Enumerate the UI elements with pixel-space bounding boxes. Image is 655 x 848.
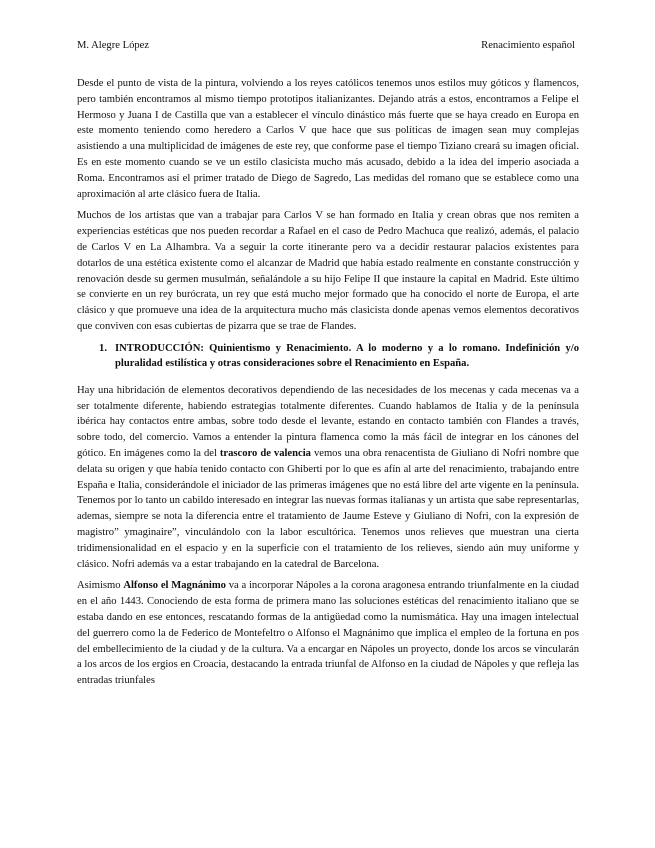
header-running-title: Renacimiento español: [481, 40, 575, 51]
paragraph-4-bold-term: Alfonso el Magnánimo: [123, 580, 226, 592]
paragraph-3-part-1: Hay una hibridación de elementos decorativos dependiendo de las necesidades de los mecenas y cada mecenas va a ser totalmente diferente, habiendo estrategias totalmente diferentes. Cuando hablamos de Italia y de la península ibérica hay contactos entre ambas, sobre todo desde el levante, estando en contacto también con Flandes a través, sobre todo, del comercio. Vamos a entender la pintura flamenca como la más fácil de integrar en los cánones del gótico. En imágenes como la del: [77, 384, 579, 459]
paragraph-4-part-1: Asimismo: [77, 580, 124, 592]
paragraph-1: Desde el punto de vista de la pintura, volviendo a los reyes católicos tenemos unos estilos muy góticos y flamencos, pero también encontramos al mismo tiempo prototipos italianizantes. Dejando atrás a estos, encontramos a Felipe el Hermoso y Juana I de Castilla que van a establecer el vínculo dinástico más fuerte que se haya creado en Europa en este momento teniendo como heredero a Carlos V que hace que sus políticas de imagen sean muy complejas asistiendo a una multiplicidad de imágenes de este rey, que conforme pase el tiempo Tiziano creará su imagen oficial. Es en este momento cuando se ve un estilo clasicista mucho más acusado, debido a la idea del imperio asociada a Roma. Encontramos así el primer tratado de Diego de Sagredo, Las medidas del romano que se establece como una aproximación al arte clásico fuera de Italia.: [77, 78, 579, 200]
header-author: M. Alegre López: [77, 40, 150, 51]
document-body: [77, 76, 579, 695]
section-number: 1.: [99, 342, 107, 354]
paragraph-3-bold-term: trascoro de valencia: [219, 447, 311, 459]
paragraph-4-part-2: va a incorporar Nápoles a la corona aragonesa entrando triunfalmente en la ciudad en el año 1443. Conociendo de esta forma de primera mano las soluciones estéticas del renacimiento italiano que se estaba dando en ese entonces, rescatando formas de la antigüedad como la numismática. Hay una imagen intelectual del guerrero como la de Federico de Montefeltro o Alfonso el Magnánimo que implica el empleo de la fortuna en pos del embellecimiento de la ciudad y de la cultura. Va a encargar en Nápoles un proyecto, donde los arcos se vincularán a los arcos de los ergios en Croacia, destacando la entrada triunfal de Alfonso en la ciudad de Nápoles y que refleja las entradas triunfales: [77, 580, 579, 687]
paragraph-4: [77, 578, 579, 689]
paragraph-2: Muchos de los artistas que van a trabajar para Carlos V se han formado en Italia y crean obras que nos remiten a experiencias estéticas que nos pueden recordar a Rafael en el caso de Pedro Machuca que realizó, además, el palacio de Carlos V en La Alhambra. Va a seguir la corte itinerante pero va a decidir restaurar palacios existentes para dotarlos de una estética existente como el alcanzar de Madrid que había estado realmente en constante construcción y renovación desde su germen musulmán, señalándole a su hijo Felipe II que instaure la capital en Madrid. Este último se convierte en un rey burócrata, un rey que está mucho mejor formado que ha conocido el norte de Europa, el arte clásico y que promueve una idea de la arquitectura mucho más clasicista donde apenas vemos elementos decorativos que conviven con esas cubiertas de pizarra que se trae de Flandes.: [77, 210, 579, 332]
section-title: INTRODUCCIÓN: Quinientismo y Renacimiento. A lo moderno y a lo romano. Indefinición y/o pluralidad estilística y otras consideraciones sobre el Renacimiento en España.: [115, 342, 579, 369]
paragraph-3-part-2: vemos una obra renacentista de Giuliano di Nofri nombre que delata su origen y que había tenido contacto con Ghiberti por lo que es afín al arte del renacimiento, trabajando entre España e Italia, considerándole el iniciador de las primeras imágenes que no está libre del arte vigente en la península. Tenemos por lo tanto un cabildo interesado en integrar las nuevas formas italianas y un artista que sabe representarlas, ademas, siempre se nota la diferencia entre el tratamiento de Jaume Esteve y Giuliano di Nofri, con la expresión de magistro” ymaginaire”, vinculándolo con la labor escultórica. Tenemos unos relieves que muestran una cierta tridimensionalidad en el espacio y en la superficie con el tratamiento de los relieves, siendo aún muy uniforme y clásico. Nofri además va a estar trabajando en la catedral de Barcelona.: [77, 447, 580, 570]
paragraph-3: [77, 383, 579, 573]
section-heading: [77, 341, 579, 371]
